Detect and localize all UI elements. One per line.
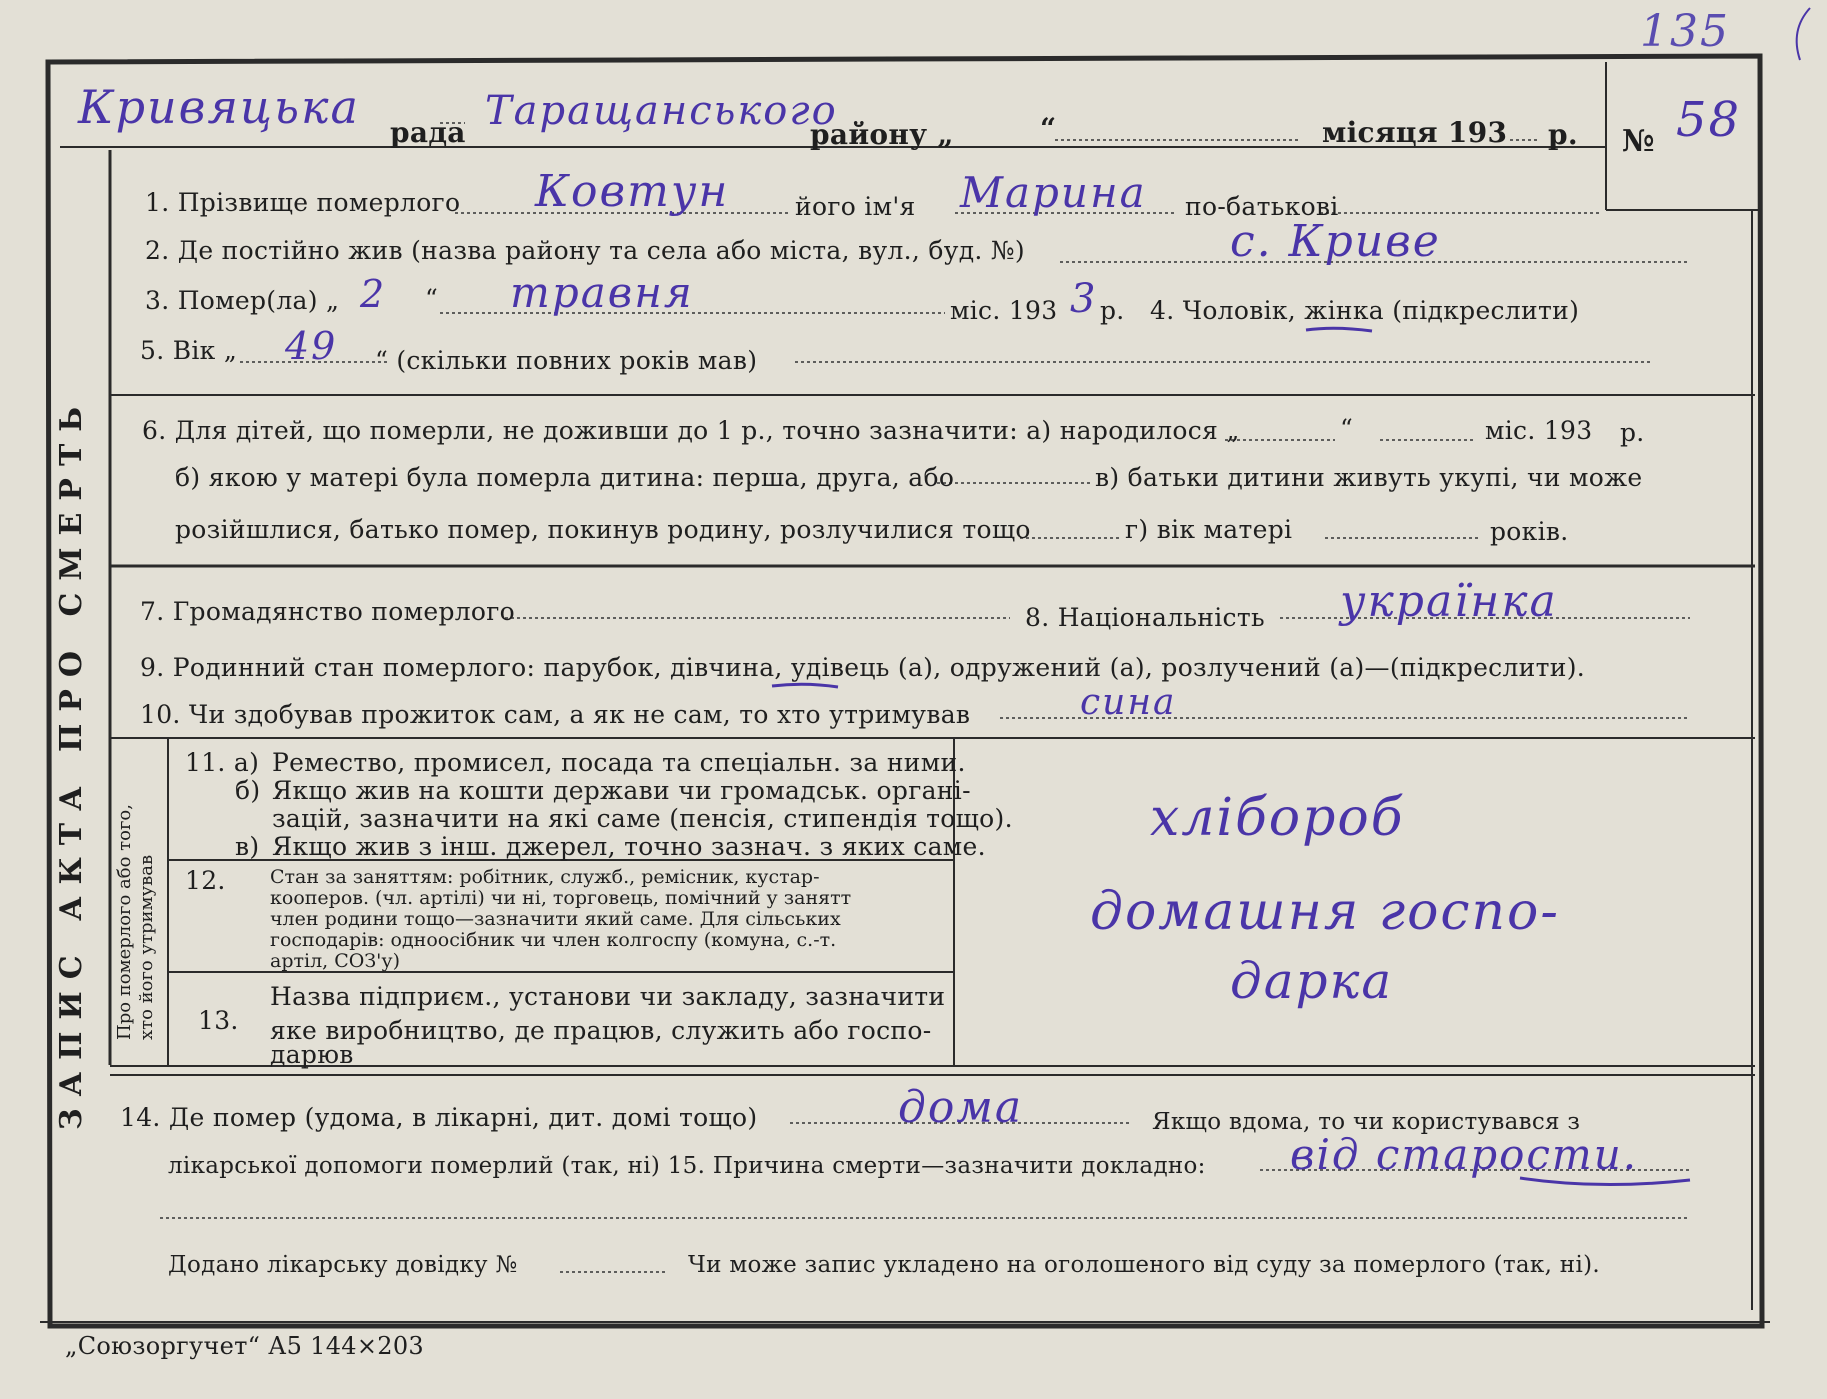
f12-line-1: Стан за заняттям: робітник, служб., ремісник, кустар-	[270, 866, 820, 888]
f3-r: р.	[1100, 296, 1125, 325]
f6-line2a: б) якою у матері була померла дитина: перша, друга, або	[175, 463, 955, 492]
f1-name: Марина	[960, 168, 1147, 217]
council-label: рада	[390, 116, 466, 149]
f2-label: 2. Де постійно жив (назва району та села або міста, вул., буд. №)	[145, 236, 1025, 265]
f12-value-2: дарка	[1230, 952, 1394, 1010]
f11-value: хлібороб	[1150, 788, 1405, 848]
f3-quote: “	[425, 284, 439, 313]
side-title: ЗАПИС АКТА ПРО СМЕРТЬ	[54, 394, 89, 1130]
f8-value: українка	[1340, 576, 1558, 627]
f1-name-label: його ім'я	[795, 192, 916, 221]
district-handwritten: Таращанського	[485, 88, 838, 134]
sheet-number: 135	[1640, 6, 1730, 57]
f12-num: 12.	[185, 866, 226, 895]
f14-line2: лікарської допомоги померлий (так, ні) 15. Причина смерти—зазначити докладно:	[168, 1153, 1206, 1179]
number-handwritten: 58	[1676, 92, 1742, 148]
f10-label: 10. Чи здобував прожиток сам, а як не сам, то хто утримував	[140, 700, 971, 729]
f3-day: 2	[360, 272, 387, 316]
f3-label: 3. Помер(ла) „	[145, 286, 340, 315]
f6-line1-r: р.	[1620, 418, 1645, 447]
district-label: району „	[810, 118, 954, 151]
f8-label: 8. Національність	[1025, 603, 1265, 632]
side-note-line-1: Про померлого або того,	[114, 804, 135, 1040]
f13-line-2: яке виробництво, де працюв, служить або госпо-	[270, 1016, 932, 1045]
f11-b1: Якщо жив на кошти держави чи громадськ. органі-	[272, 776, 971, 805]
f11-a: Ремество, промисел, посада та спеціальн. за ними.	[272, 748, 966, 777]
attach-label: Додано лікарську довідку №	[168, 1252, 518, 1278]
f15-value: від старости.	[1290, 1130, 1639, 1179]
month-label: місяця 193	[1322, 116, 1508, 149]
f14-value: дома	[898, 1082, 1024, 1133]
f9-label: 9. Родинний стан померлого: парубок, дівчина, удівець (а), одружений (а), розлучений (а)—(підкреслити).	[140, 653, 1586, 682]
side-note-line-2: хто його утримував	[136, 854, 157, 1040]
f3-month: травня	[510, 268, 694, 317]
f2-value: с. Криве	[1230, 216, 1441, 267]
f6-line3b: г) вік матері	[1125, 515, 1293, 544]
f1-surname: Ковтун	[535, 166, 730, 217]
year-suffix: р.	[1548, 118, 1578, 151]
f14-tail: Якщо вдома, то чи користувався з	[1152, 1109, 1581, 1135]
f6-line3c: років.	[1490, 517, 1569, 546]
council-handwritten: Кривяцька	[78, 80, 360, 134]
f6-line2b: в) батьки дитини живуть укупі, чи може	[1095, 463, 1643, 492]
f5-suffix: “ (скільки повних років мав)	[375, 346, 758, 375]
f6-line3a: розійшлися, батько помер, покинув родину, розлучилися тощо	[175, 515, 1031, 544]
f10-value: сина	[1080, 682, 1177, 723]
f12-line-3: член родини тощо—зазначити який саме. Для сільських	[270, 908, 841, 930]
f11-c-num: в)	[235, 832, 260, 861]
f11-b2: зацій, зазначити на які саме (пенсія, стипендія тощо).	[272, 804, 1013, 833]
f13-line-1: Назва підприєм., установи чи закладу, зазначити	[270, 982, 946, 1011]
header-quote: “	[1040, 112, 1057, 145]
f3-mis: міс. 193	[950, 296, 1058, 325]
f12-line-2: кооперов. (чл. артілі) чи ні, торговець, помічний у занятт	[270, 887, 852, 909]
f13-num: 13.	[198, 1006, 239, 1035]
f11-b-num: б)	[235, 776, 261, 805]
f6-line1-end: “	[1340, 414, 1354, 443]
f7-label: 7. Громадянство померлого	[140, 597, 516, 626]
printer-footer: „Союзоргучет“ А5 144×203	[65, 1332, 424, 1360]
number-label: №	[1622, 124, 1655, 159]
f5-age: 49	[285, 324, 338, 368]
f1-label: 1. Прізвище померлого	[145, 188, 461, 217]
f12-value-1: домашня госпо-	[1090, 882, 1560, 942]
f12-line-4: господарів: одноосібник чи член колгоспу (комуна, с.-т.	[270, 929, 837, 951]
court-label: Чи може запис укладено на оголошеного від суду за померлого (так, ні).	[688, 1252, 1600, 1278]
f1-patronymic-label: по-батькові	[1185, 192, 1339, 221]
f12-line-5: артіл, СОЗ'у)	[270, 950, 400, 972]
f11-c: Якщо жив з інш. джерел, точно зазнач. з яких саме.	[272, 832, 986, 861]
f3-year: 3	[1070, 276, 1098, 322]
f4-label: 4. Чоловік, жінка (підкреслити)	[1150, 296, 1580, 325]
f13-line-3: дарюв	[270, 1040, 354, 1069]
f11-num: 11. а)	[185, 748, 260, 777]
f14-label: 14. Де помер (удома, в лікарні, дит. домі тощо)	[120, 1103, 758, 1132]
f5-label: 5. Вік „	[140, 336, 238, 365]
f6-line1-mis: міс. 193	[1485, 416, 1593, 445]
f6-line1: 6. Для дітей, що померли, не доживши до 1 р., точно зазначити: а) народилося „	[142, 416, 1240, 445]
side-note	[114, 804, 158, 1040]
